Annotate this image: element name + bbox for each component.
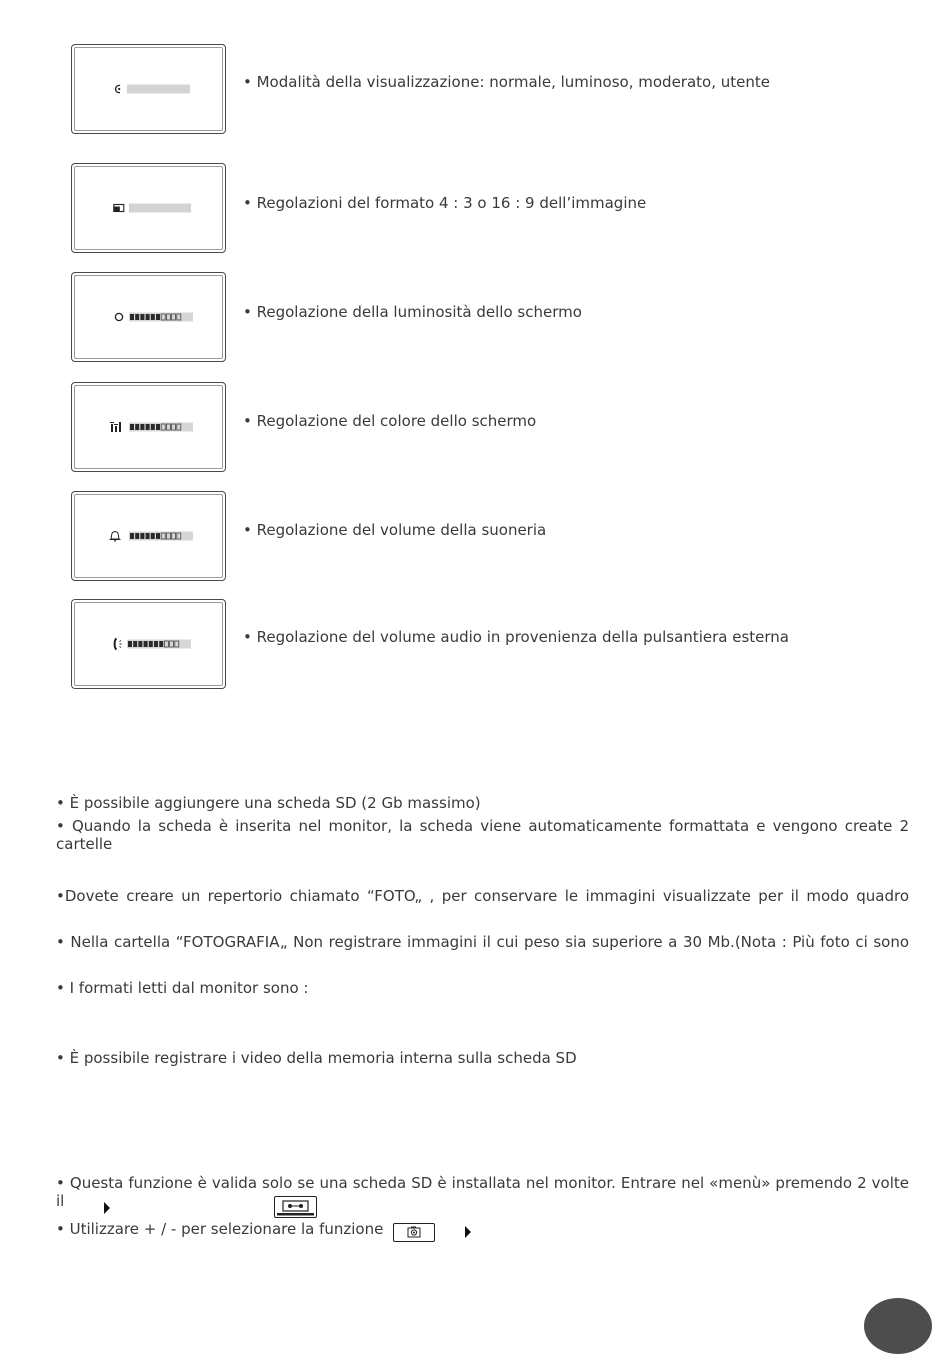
aspect-ratio-icon xyxy=(113,203,125,213)
level-segment xyxy=(161,314,165,320)
tape-button[interactable] xyxy=(274,1196,317,1218)
screen-aspect-ratio xyxy=(71,163,226,253)
level-segment xyxy=(130,424,134,430)
display-mode-icon xyxy=(114,84,124,94)
level-segment xyxy=(151,533,155,539)
page-tab-marker xyxy=(864,1298,932,1354)
handset-icon xyxy=(112,637,124,651)
brightness-level-bar xyxy=(129,313,193,322)
level-segment xyxy=(156,424,160,430)
arrow-right-icon xyxy=(465,1226,471,1238)
level-segment xyxy=(146,314,150,320)
level-segment xyxy=(135,424,139,430)
level-segment xyxy=(138,641,142,647)
level-segment xyxy=(156,533,160,539)
sd-line-formats: • I formati letti dal monitor sono : xyxy=(56,979,309,997)
audio-volume-level-bar xyxy=(127,640,191,649)
ring-volume-level-bar xyxy=(129,532,193,541)
level-segment xyxy=(172,314,176,320)
level-segment xyxy=(166,533,170,539)
screen-brightness xyxy=(71,272,226,362)
sd-line-auto-format: • Quando la scheda è inserita nel monitor, la scheda viene automaticamente formattata e vengono create 2 cartelle xyxy=(56,817,909,853)
arrow-right-icon xyxy=(104,1202,110,1214)
level-segment xyxy=(177,424,181,430)
level-segment xyxy=(144,641,148,647)
level-segment xyxy=(170,641,174,647)
level-segment xyxy=(140,424,144,430)
level-segment xyxy=(128,641,132,647)
level-segment xyxy=(172,424,176,430)
level-segment xyxy=(154,641,158,647)
level-segment xyxy=(133,641,137,647)
level-segment xyxy=(161,533,165,539)
level-segment xyxy=(164,641,168,647)
function-line-requirement: • Questa funzione è valida solo se una scheda SD è installata nel monitor. Entrare nel «menù» premendo 2 volte il xyxy=(56,1174,909,1210)
level-segment xyxy=(140,314,144,320)
color-icon xyxy=(110,421,122,433)
setting-desc-brightness: • Regolazione della luminosità dello schermo xyxy=(243,303,582,321)
level-segment xyxy=(161,424,165,430)
level-segment xyxy=(172,533,176,539)
color-level-bar xyxy=(129,423,193,432)
mode-value-bar xyxy=(127,85,190,94)
level-segment xyxy=(166,424,170,430)
level-segment xyxy=(130,314,134,320)
screen-ring-volume xyxy=(71,491,226,581)
level-segment xyxy=(156,314,160,320)
level-segment xyxy=(135,314,139,320)
level-segment xyxy=(177,314,181,320)
level-segment xyxy=(151,314,155,320)
function-line-select: • Utilizzare + / - per selezionare la funzione xyxy=(56,1220,384,1238)
setting-desc-display-mode: • Modalità della visualizzazione: normale, luminoso, moderato, utente xyxy=(243,73,770,91)
setting-desc-audio-volume: • Regolazione del volume audio in provenienza della pulsantiera esterna xyxy=(243,628,789,646)
level-segment xyxy=(151,424,155,430)
sd-line-photo-folder: •Dovete creare un repertorio chiamato “FOTO„ , per conservare le immagini visualizzate per il modo quadro xyxy=(56,887,909,905)
setting-desc-aspect-ratio: • Regolazioni del formato 4 : 3 o 16 : 9 dell’immagine xyxy=(243,194,647,212)
level-segment xyxy=(146,533,150,539)
level-segment xyxy=(177,533,181,539)
screen-audio-volume xyxy=(71,599,226,689)
level-segment xyxy=(135,533,139,539)
camera-button[interactable] xyxy=(393,1223,435,1242)
level-segment xyxy=(140,533,144,539)
level-segment xyxy=(175,641,179,647)
bell-icon xyxy=(108,530,122,542)
setting-desc-ring-volume: • Regolazione del volume della suoneria xyxy=(243,521,547,539)
sd-line-size-limit: • Nella cartella “FOTOGRAFIA„ Non registrare immagini il cui peso sia superiore a 30 Mb.(Nota : Più foto ci sono xyxy=(56,933,909,951)
camera-icon xyxy=(394,1224,434,1241)
level-segment xyxy=(166,314,170,320)
tape-icon xyxy=(275,1197,316,1217)
brightness-icon xyxy=(114,312,124,322)
level-segment xyxy=(159,641,163,647)
sd-line-max-capacity: • È possibile aggiungere una scheda SD (2 Gb massimo) xyxy=(56,794,481,812)
screen-color xyxy=(71,382,226,472)
screen-display-mode xyxy=(71,44,226,134)
level-segment xyxy=(146,424,150,430)
sd-line-record-videos: • È possibile registrare i video della memoria interna sulla scheda SD xyxy=(56,1049,577,1067)
level-segment xyxy=(149,641,153,647)
setting-desc-color: • Regolazione del colore dello schermo xyxy=(243,412,537,430)
format-value-bar xyxy=(129,204,191,213)
level-segment xyxy=(130,533,134,539)
